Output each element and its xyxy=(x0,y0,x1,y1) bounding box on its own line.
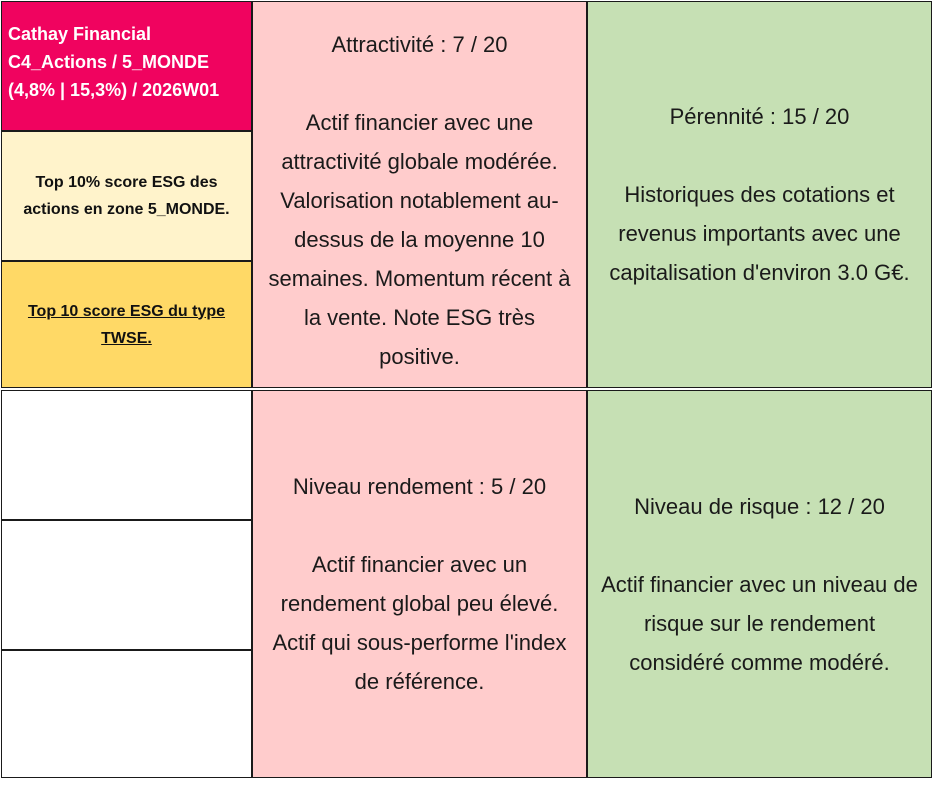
esg-top10-percent-badge xyxy=(1,131,252,261)
rendement-line: Actif financier avec un xyxy=(311,552,528,577)
empty-cell xyxy=(1,390,252,520)
attractivite-line: dessus de la moyenne 10 xyxy=(294,227,545,252)
esg-top10-line1: Top 10 score ESG du type xyxy=(27,302,226,320)
empty-cell xyxy=(1,650,252,778)
esg-top10-line2: TWSE. xyxy=(101,329,152,347)
perennite-line: capitalisation d'environ 3.0 G€. xyxy=(609,260,910,285)
rendement-line: de référence. xyxy=(354,669,485,694)
asset-period: (4,8% | 15,3%) / 2026W01 xyxy=(8,80,220,100)
attractivite-title: Attractivité : 7 / 20 xyxy=(331,32,508,57)
attractivite-cell xyxy=(252,1,587,388)
perennite-line: Historiques des cotations et xyxy=(624,182,895,207)
attractivite-line: Actif financier avec une xyxy=(305,110,534,135)
perennite-line: revenus importants avec une xyxy=(618,221,901,246)
asset-name: Cathay Financial xyxy=(8,24,152,44)
rendement-line: rendement global peu élevé. xyxy=(280,591,559,616)
attractivite-line: la vente. Note ESG très xyxy=(303,305,536,330)
perennite-cell xyxy=(587,1,932,388)
esg-top10-percent-line2: actions en zone 5_MONDE. xyxy=(23,201,230,218)
risque-line: Actif financier avec un niveau de xyxy=(601,571,918,597)
attractivite-line: semaines. Momentum récent à xyxy=(268,266,571,291)
attractivite-line: attractivité globale modérée. xyxy=(281,149,558,174)
risque-title: Niveau de risque : 12 / 20 xyxy=(634,493,885,519)
risque-cell xyxy=(587,390,932,778)
rendement-line: Actif qui sous-performe l'index xyxy=(272,630,567,655)
asset-category: C4_Actions / 5_MONDE xyxy=(8,52,210,72)
rendement-cell xyxy=(252,390,587,778)
perennite-title: Pérennité : 15 / 20 xyxy=(669,104,850,129)
esg-top10-badge xyxy=(1,261,252,388)
asset-title-cell xyxy=(1,1,252,131)
rendement-title: Niveau rendement : 5 / 20 xyxy=(292,474,547,499)
empty-cell xyxy=(1,520,252,650)
esg-top10-percent-line1: Top 10% score ESG des xyxy=(35,174,218,191)
attractivite-line: positive. xyxy=(379,344,460,369)
attractivite-line: Valorisation notablement au- xyxy=(280,188,559,213)
risque-line: considéré comme modéré. xyxy=(629,649,890,675)
risque-line: risque sur le rendement xyxy=(643,610,876,636)
